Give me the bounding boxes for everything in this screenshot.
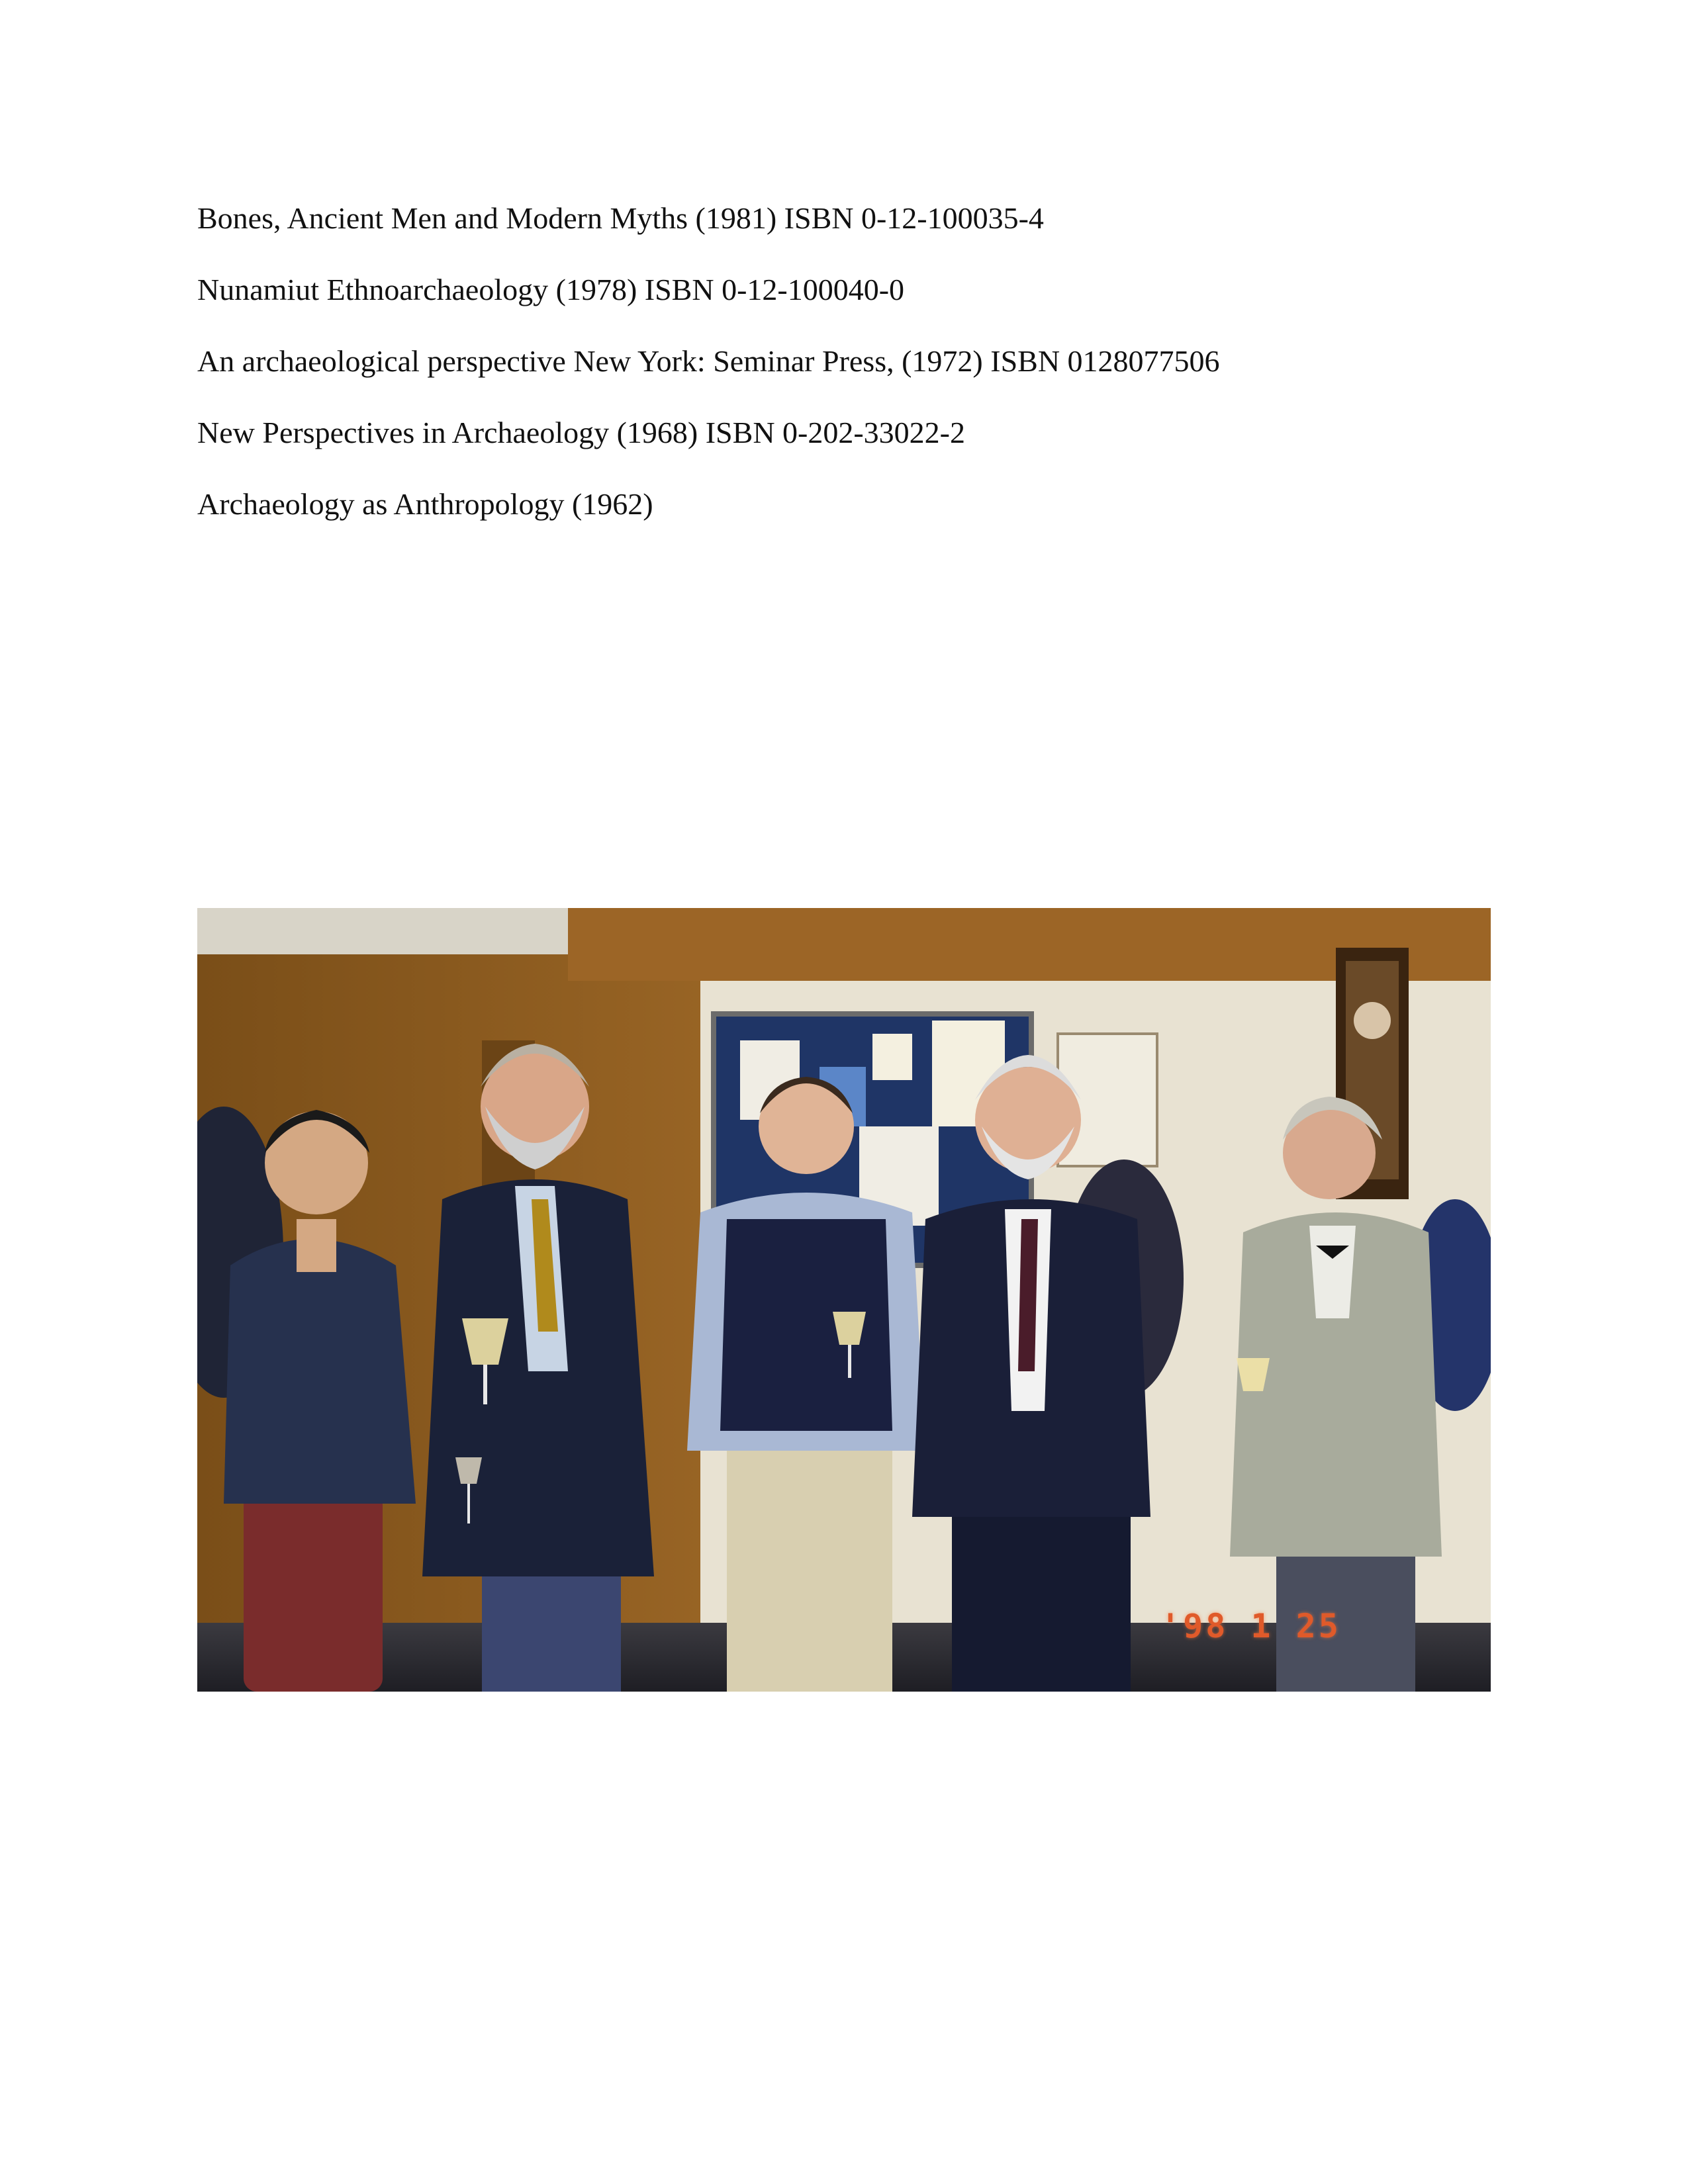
ceiling	[197, 908, 568, 954]
date-stamp: '98 1 25	[1160, 1607, 1341, 1645]
bibliography-list	[197, 192, 1554, 549]
bibliography-entry: Nunamiut Ethnoarchaeology (1978) ISBN 0-12-100040-0	[197, 273, 905, 306]
bibliography-entry: An archaeological perspective New York: Seminar Press, (1972) ISBN 0128077506	[197, 344, 1220, 378]
bibliography-entry: Archaeology as Anthropology (1962)	[197, 487, 653, 521]
photo-scene	[197, 908, 1491, 1692]
portrait-face	[1354, 1002, 1391, 1039]
bibliography-entry: Bones, Ancient Men and Modern Myths (1981) ISBN 0-12-100035-4	[197, 201, 1044, 235]
notice	[872, 1034, 912, 1080]
bibliography-entry: New Perspectives in Archaeology (1968) ISBN 0-202-33022-2	[197, 416, 965, 449]
group-photo	[197, 908, 1491, 1692]
